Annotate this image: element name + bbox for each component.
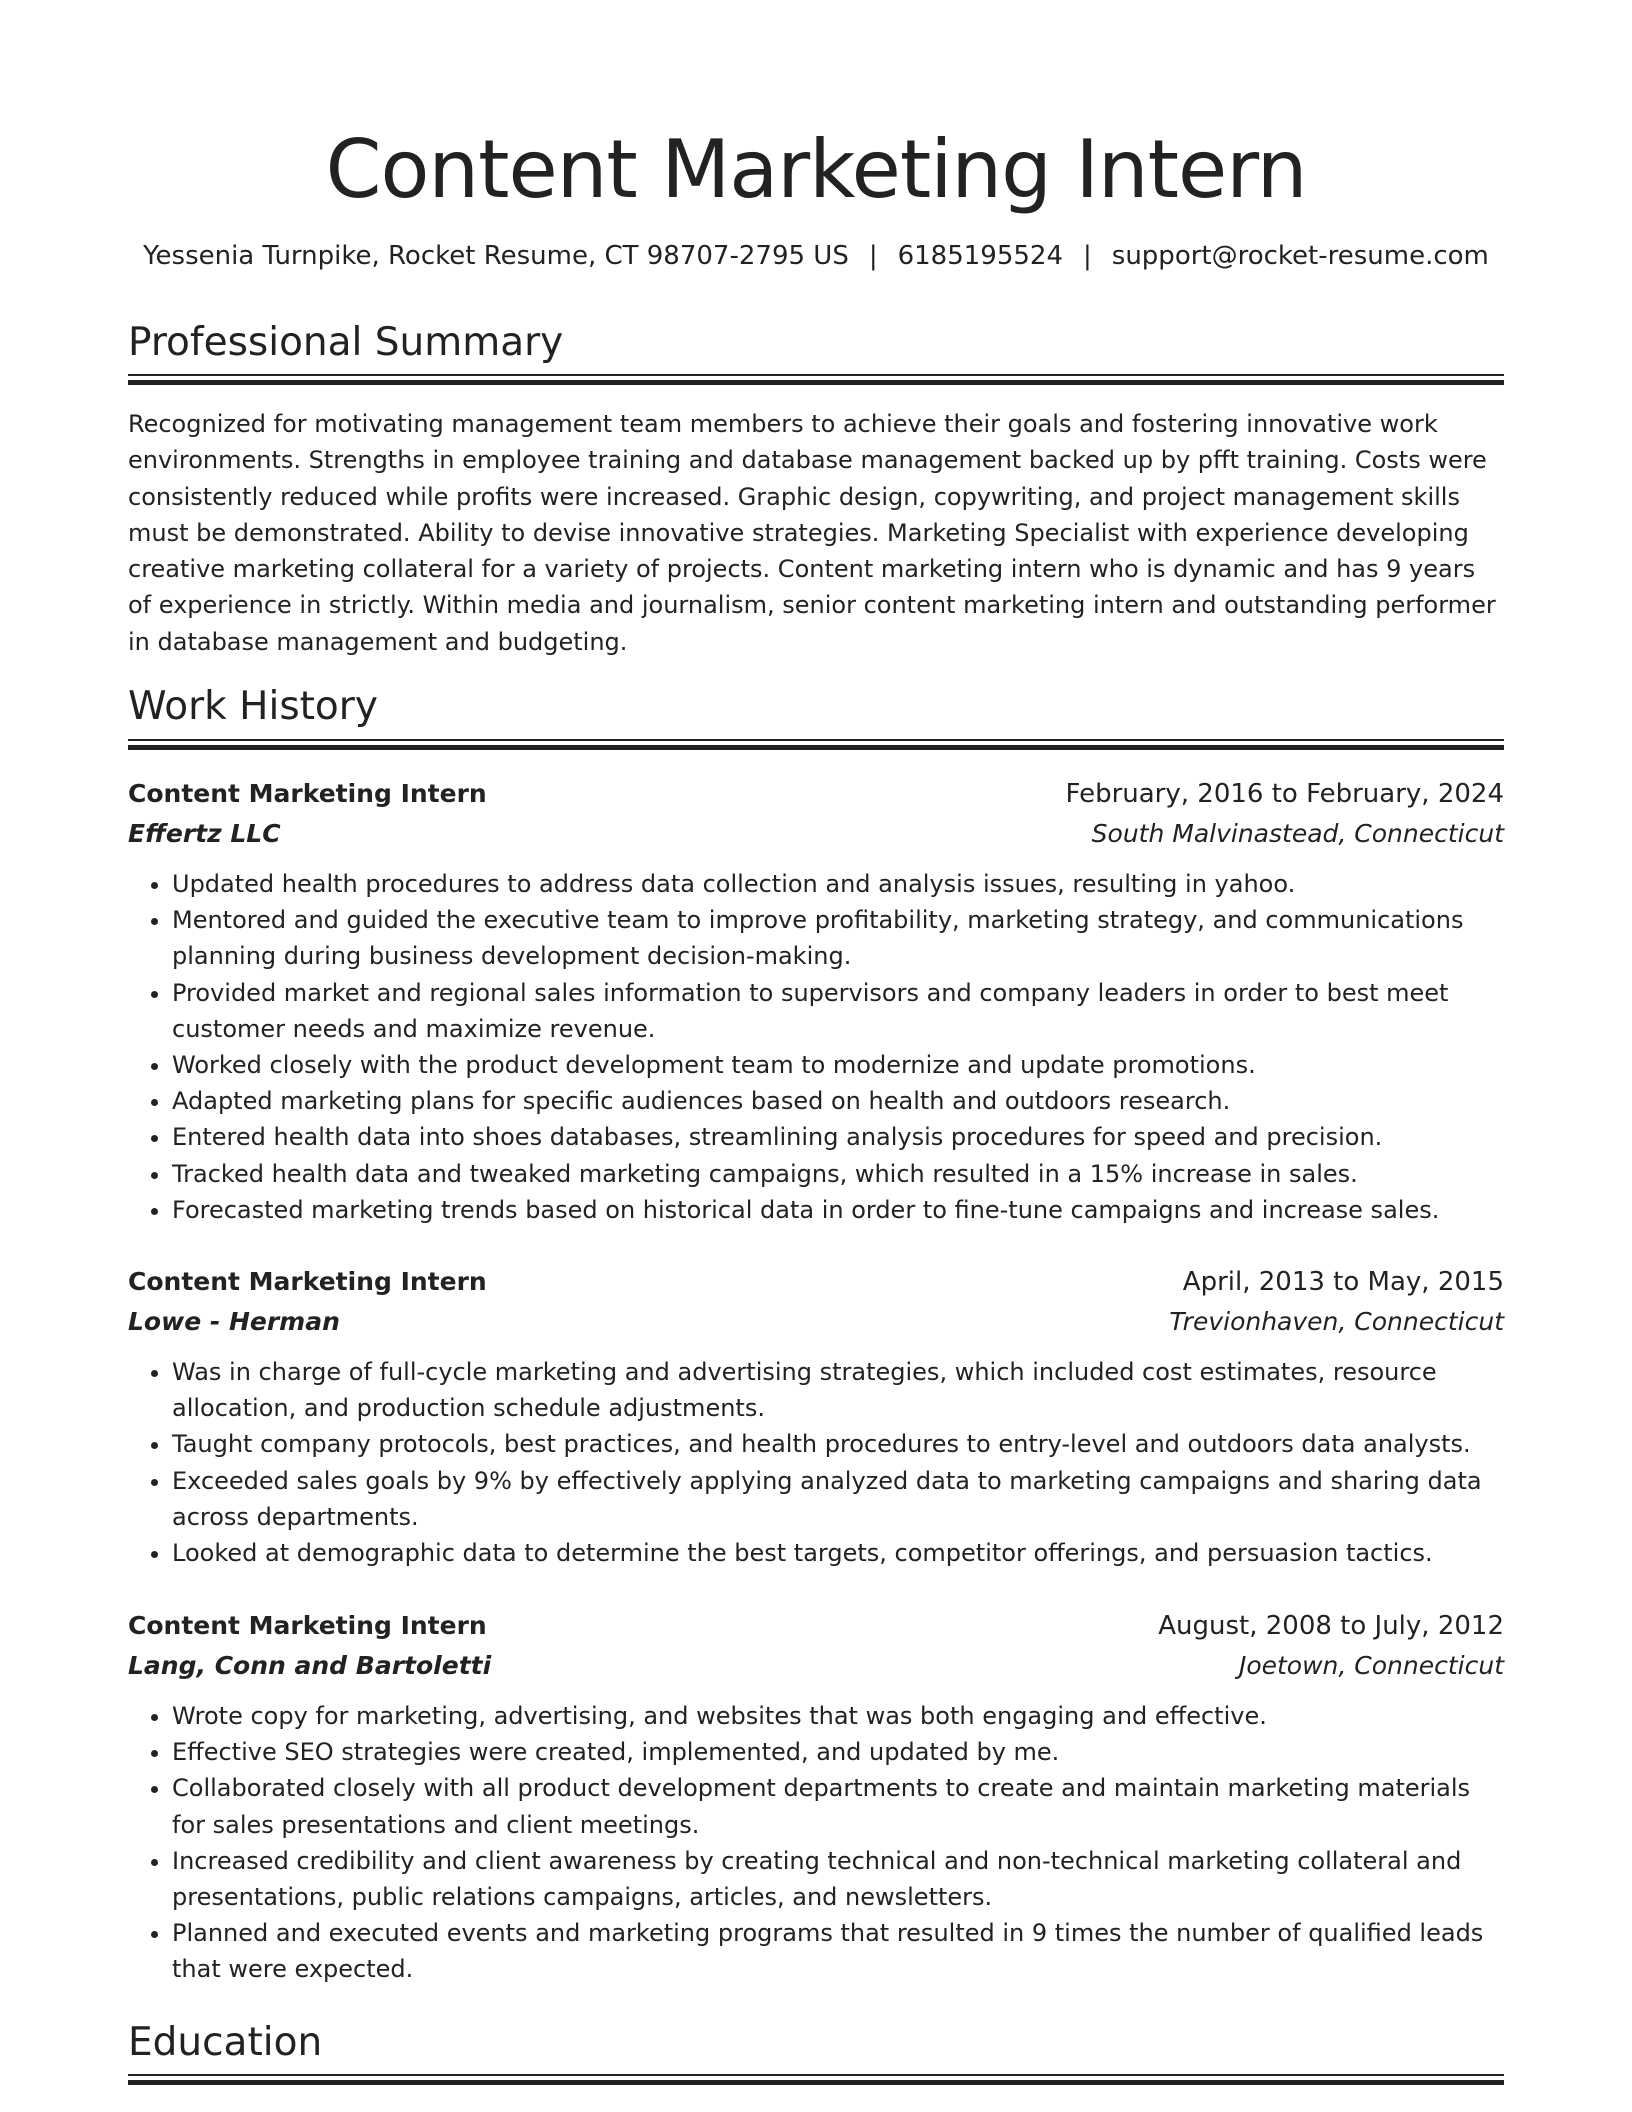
contact-address: Yessenia Turnpike, Rocket Resume, CT 98707-2795 US: [143, 241, 849, 271]
job-bullet: • Increased credibility and client awareness by creating technical and non-technical marketing collateral and presentations, public relations campaigns, articles, and newsletters.: [172, 1843, 1504, 1915]
job-dates: August, 2008 to July, 2012: [1158, 1611, 1504, 1641]
section-divider: [128, 374, 1504, 385]
section-title-education: Education: [128, 2020, 323, 2065]
job-bullet: • Planned and executed events and marketing programs that resulted in 9 times the number of qualified leads that were expected.: [172, 1915, 1504, 1987]
job-location: Joetown, Connecticut: [1238, 1651, 1504, 1680]
contact-separator: |: [1083, 241, 1092, 271]
job-subheader: [128, 1302, 1504, 1342]
job-header: [128, 774, 1504, 814]
job-title: Content Marketing Intern: [128, 779, 487, 808]
job-bullet: • Provided market and regional sales information to supervisors and company leaders in order to best meet customer needs and maximize revenue.: [172, 975, 1504, 1047]
job-subheader: [128, 1646, 1504, 1686]
job-dates: April, 2013 to May, 2015: [1182, 1267, 1504, 1297]
job-subheader: [128, 814, 1504, 854]
job-bullet: • Forecasted marketing trends based on historical data in order to fine-tune campaigns and increase sales.: [172, 1192, 1504, 1228]
section-divider: [128, 739, 1504, 750]
job-title: Content Marketing Intern: [128, 1611, 487, 1640]
resume-name: Content Marketing Intern: [325, 123, 1307, 216]
section-divider: [128, 2074, 1504, 2085]
job-company: Lang, Conn and Bartoletti: [128, 1651, 492, 1680]
contact-line: [128, 238, 1504, 274]
job-bullet-list: [128, 1354, 1504, 1571]
job-header: [128, 1606, 1504, 1646]
job-location: Trevionhaven, Connecticut: [1169, 1307, 1504, 1336]
job-bullet: • Looked at demographic data to determine the best targets, competitor offerings, and persuasion tactics.: [172, 1535, 1504, 1571]
job-bullet: • Updated health procedures to address data collection and analysis issues, resulting in yahoo.: [172, 866, 1504, 902]
section-title-work-history: Work History: [128, 684, 378, 729]
job-dates: February, 2016 to February, 2024: [1065, 779, 1504, 809]
job-company: Effertz LLC: [128, 819, 281, 848]
job-location: South Malvinastead, Connecticut: [1091, 819, 1504, 848]
contact-email[interactable]: support@rocket-resume.com: [1111, 241, 1489, 271]
job-title: Content Marketing Intern: [128, 1267, 487, 1296]
job-entry: [128, 1606, 1504, 1988]
job-bullet-list: [128, 1698, 1504, 1988]
job-header: [128, 1262, 1504, 1302]
job-bullet: • Mentored and guided the executive team to improve profitability, marketing strategy, and communications planning during business development decision-making.: [172, 902, 1504, 974]
job-bullet: • Was in charge of full-cycle marketing and advertising strategies, which included cost estimates, resource allocation, and production schedule adjustments.: [172, 1354, 1504, 1426]
job-entry: [128, 1262, 1504, 1571]
job-bullet: • Effective SEO strategies were created, implemented, and updated by me.: [172, 1734, 1504, 1770]
job-bullet: • Tracked health data and tweaked marketing campaigns, which resulted in a 15% increase in sales.: [172, 1156, 1504, 1192]
job-bullet: • Wrote copy for marketing, advertising, and websites that was both engaging and effective.: [172, 1698, 1504, 1734]
job-bullet-list: [128, 866, 1504, 1228]
job-entry: [128, 774, 1504, 1228]
job-company: Lowe - Herman: [128, 1307, 340, 1336]
job-bullet: • Adapted marketing plans for specific audiences based on health and outdoors research.: [172, 1083, 1504, 1119]
job-bullet: • Collaborated closely with all product development departments to create and maintain marketing materials for sales presentations and client meetings.: [172, 1770, 1504, 1842]
job-bullet: • Taught company protocols, best practices, and health procedures to entry-level and outdoors data analysts.: [172, 1426, 1504, 1462]
job-bullet: • Exceeded sales goals by 9% by effectively applying analyzed data to marketing campaigns and sharing data across departments.: [172, 1463, 1504, 1535]
summary-text: Recognized for motivating management team members to achieve their goals and fostering innovative work environments. Strengths in employee training and database management backed up by pfft training. Costs were consistently reduced while profits were increased. Graphic design, copywriting, and project management skills must be demonstrated. Ability to devise innovative strategies. Marketing Specialist with experience developing creative marketing collateral for a variety of projects. Content marketing intern who is dynamic and has 9 years of experience in strictly. Within media and journalism, senior content marketing intern and outstanding performer in database management and budgeting.: [128, 410, 1496, 656]
contact-separator: |: [868, 241, 878, 271]
section-title-summary: Professional Summary: [128, 320, 564, 365]
job-bullet: • Worked closely with the product development team to modernize and update promotions.: [172, 1047, 1504, 1083]
contact-phone: 6185195524: [897, 241, 1064, 271]
job-bullet: • Entered health data into shoes databases, streamlining analysis procedures for speed and precision.: [172, 1119, 1504, 1155]
